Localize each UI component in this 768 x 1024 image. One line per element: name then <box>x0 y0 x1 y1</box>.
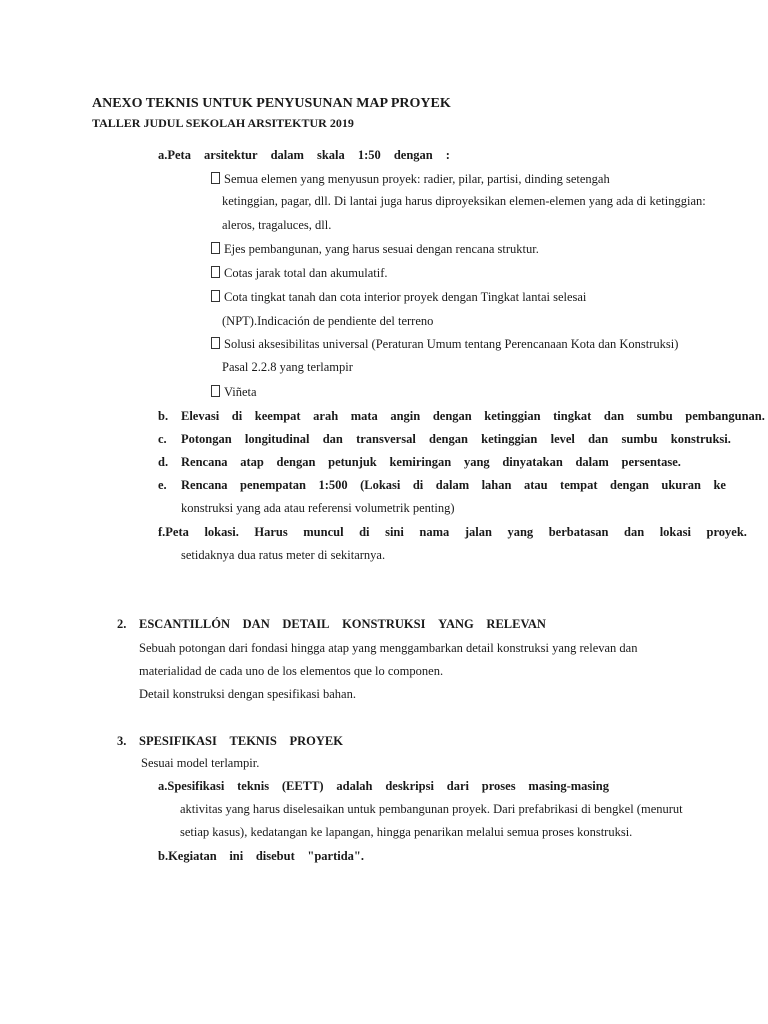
bullet-item: Solusi aksesibilitas universal (Peraturan Umum tentang Perencanaan Kota dan Konstruksi) <box>211 336 678 352</box>
word: dalam <box>575 455 609 469</box>
checkbox-bullet-icon <box>211 385 220 397</box>
bullet-item: Cota tingkat tanah dan cota interior proyek dengan Tingkat lantai selesai <box>211 289 586 305</box>
section-2-paragraph: materialidad de cada uno de los elementos que lo componen. <box>139 664 444 678</box>
section-3-item-a <box>158 778 609 794</box>
word: b.Kegiatan <box>158 849 217 863</box>
word: lokasi <box>659 525 691 539</box>
word: dengan <box>610 478 649 492</box>
word: kemiringan <box>389 455 452 469</box>
document-title: ANEXO TEKNIS UNTUK PENYUSUNAN MAP PROYEK <box>92 96 451 111</box>
word: dalam <box>270 148 304 162</box>
section-2-paragraph: Detail konstruksi dengan spesifikasi bahan. <box>139 687 356 701</box>
section-3-item-a-continuation: setiap kasus), kedatangan ke lapangan, hingga penarikan melalui semua proses konstruksi. <box>180 825 633 839</box>
bullet-item: Cotas jarak total dan akumulatif. <box>211 265 388 281</box>
word: DETAIL <box>282 617 330 631</box>
word: tingkat <box>553 409 592 423</box>
word: disebut <box>255 849 295 863</box>
item-c-text <box>181 431 731 447</box>
bullet-item: Viñeta <box>211 384 257 400</box>
item-b-text <box>181 408 765 424</box>
word: dengan <box>429 432 468 446</box>
word: RELEVAN <box>486 617 546 631</box>
word: SPESIFIKASI <box>139 734 217 748</box>
word: dengan <box>393 148 433 162</box>
item-f-text <box>158 524 747 540</box>
word: lokasi. <box>204 525 239 539</box>
word: sini <box>385 525 404 539</box>
bullet-continuation: ketinggian, pagar, dll. Di lantai juga harus diproyeksikan elemen-elemen yang ada di ketinggian: <box>222 194 706 208</box>
word: masing-masing <box>528 779 609 793</box>
checkbox-bullet-icon <box>211 266 220 278</box>
word: nama <box>419 525 450 539</box>
word: yang <box>463 455 490 469</box>
bullet-item: Semua elemen yang menyusun proyek: radier, pilar, partisi, dinding setengah <box>211 171 610 187</box>
word: sumbu <box>621 432 658 446</box>
item-e-text <box>181 477 726 493</box>
word: mata <box>350 409 378 423</box>
word: : <box>445 148 450 162</box>
word: a.Spesifikasi <box>158 779 225 793</box>
document-subtitle: TALLER JUDUL SEKOLAH ARSITEKTUR 2019 <box>92 116 354 130</box>
item-d-text <box>181 454 681 470</box>
word: transversal <box>356 432 416 446</box>
word: di <box>359 525 370 539</box>
word: muncul <box>303 525 344 539</box>
bullet-continuation: Pasal 2.2.8 yang terlampir <box>222 360 353 374</box>
word: deskripsi <box>385 779 434 793</box>
word: yang <box>507 525 534 539</box>
word: 1:500 <box>318 478 348 492</box>
word: ketinggian <box>481 432 538 446</box>
word: ukuran <box>661 478 701 492</box>
word: petunjuk <box>328 455 377 469</box>
item-e-letter: e. <box>158 478 167 492</box>
word: angin <box>390 409 421 423</box>
word: dinyatakan <box>502 455 563 469</box>
word: dalam <box>435 478 470 492</box>
word: arah <box>313 409 339 423</box>
word: di <box>412 478 424 492</box>
word: persentase. <box>621 455 681 469</box>
word: f.Peta <box>158 525 189 539</box>
word: atap <box>240 455 264 469</box>
word: 1:50 <box>357 148 381 162</box>
word: Potongan <box>181 432 232 446</box>
bullet-item: Ejes pembangunan, yang harus sesuai dengan rencana struktur. <box>211 241 539 257</box>
bullet-continuation: (NPT).Indicación de pendiente del terreno <box>222 314 434 328</box>
item-d-letter: d. <box>158 455 169 469</box>
word: dan <box>603 409 625 423</box>
word: lahan <box>481 478 512 492</box>
word: proyek. <box>706 525 747 539</box>
word: level <box>550 432 575 446</box>
bullet-continuation: aleros, tragaluces, dll. <box>222 218 332 232</box>
word: jalan <box>464 525 492 539</box>
section-2-paragraph: Sebuah potongan dari fondasi hingga atap yang menggambarkan detail konstruksi yang relevan dan <box>139 641 638 655</box>
word: dan <box>624 525 645 539</box>
item-a-heading <box>158 147 450 163</box>
word: dengan <box>432 409 472 423</box>
word: dari <box>446 779 469 793</box>
word: atau <box>523 478 548 492</box>
word: arsitektur <box>204 148 258 162</box>
section-3-intro: Sesuai model terlampir. <box>141 756 260 770</box>
word: ini <box>229 849 244 863</box>
word: DAN <box>242 617 270 631</box>
item-e-continuation: konstruksi yang ada atau referensi volumetrik penting) <box>181 501 455 515</box>
word: sumbu <box>636 409 673 423</box>
word: ESCANTILLÓN <box>139 617 230 631</box>
section-2-number: 2. <box>117 617 127 631</box>
word: ke <box>713 478 726 492</box>
item-f-continuation: setidaknya dua ratus meter di sekitarnya. <box>181 548 386 562</box>
word: Harus <box>254 525 288 539</box>
section-3-heading <box>139 733 343 749</box>
word: YANG <box>438 617 474 631</box>
word: pembangunan. <box>685 409 765 423</box>
word: KONSTRUKSI <box>342 617 426 631</box>
word: (EETT) <box>281 779 324 793</box>
word: tempat <box>560 478 598 492</box>
word: a.Peta <box>158 148 191 162</box>
word: "partida". <box>307 849 364 863</box>
section-3-item-b <box>158 848 364 864</box>
checkbox-bullet-icon <box>211 337 220 349</box>
word: teknis <box>237 779 270 793</box>
word: berbatasan <box>548 525 609 539</box>
word: PROYEK <box>289 734 343 748</box>
word: di <box>231 409 243 423</box>
section-2-heading <box>139 616 546 632</box>
section-3-number: 3. <box>117 734 127 748</box>
word: Elevasi <box>181 409 220 423</box>
checkbox-bullet-icon <box>211 290 220 302</box>
word: Rencana <box>181 455 228 469</box>
word: dengan <box>276 455 316 469</box>
word: penempatan <box>240 478 306 492</box>
section-3-item-a-continuation: aktivitas yang harus diselesaikan untuk pembangunan proyek. Dari prefabrikasi di bengkel (menurut <box>180 802 683 816</box>
word: dan <box>588 432 609 446</box>
item-c-letter: c. <box>158 432 167 446</box>
checkbox-bullet-icon <box>211 172 220 184</box>
word: Rencana <box>181 478 228 492</box>
word: TEKNIS <box>229 734 277 748</box>
word: ketinggian <box>484 409 541 423</box>
word: (Lokasi <box>360 478 401 492</box>
item-b-letter: b. <box>158 409 169 423</box>
word: adalah <box>336 779 373 793</box>
word: keempat <box>254 409 301 423</box>
word: longitudinal <box>244 432 310 446</box>
word: konstruksi. <box>670 432 731 446</box>
word: proses <box>481 779 516 793</box>
word: skala <box>316 148 345 162</box>
checkbox-bullet-icon <box>211 242 220 254</box>
word: dan <box>322 432 343 446</box>
